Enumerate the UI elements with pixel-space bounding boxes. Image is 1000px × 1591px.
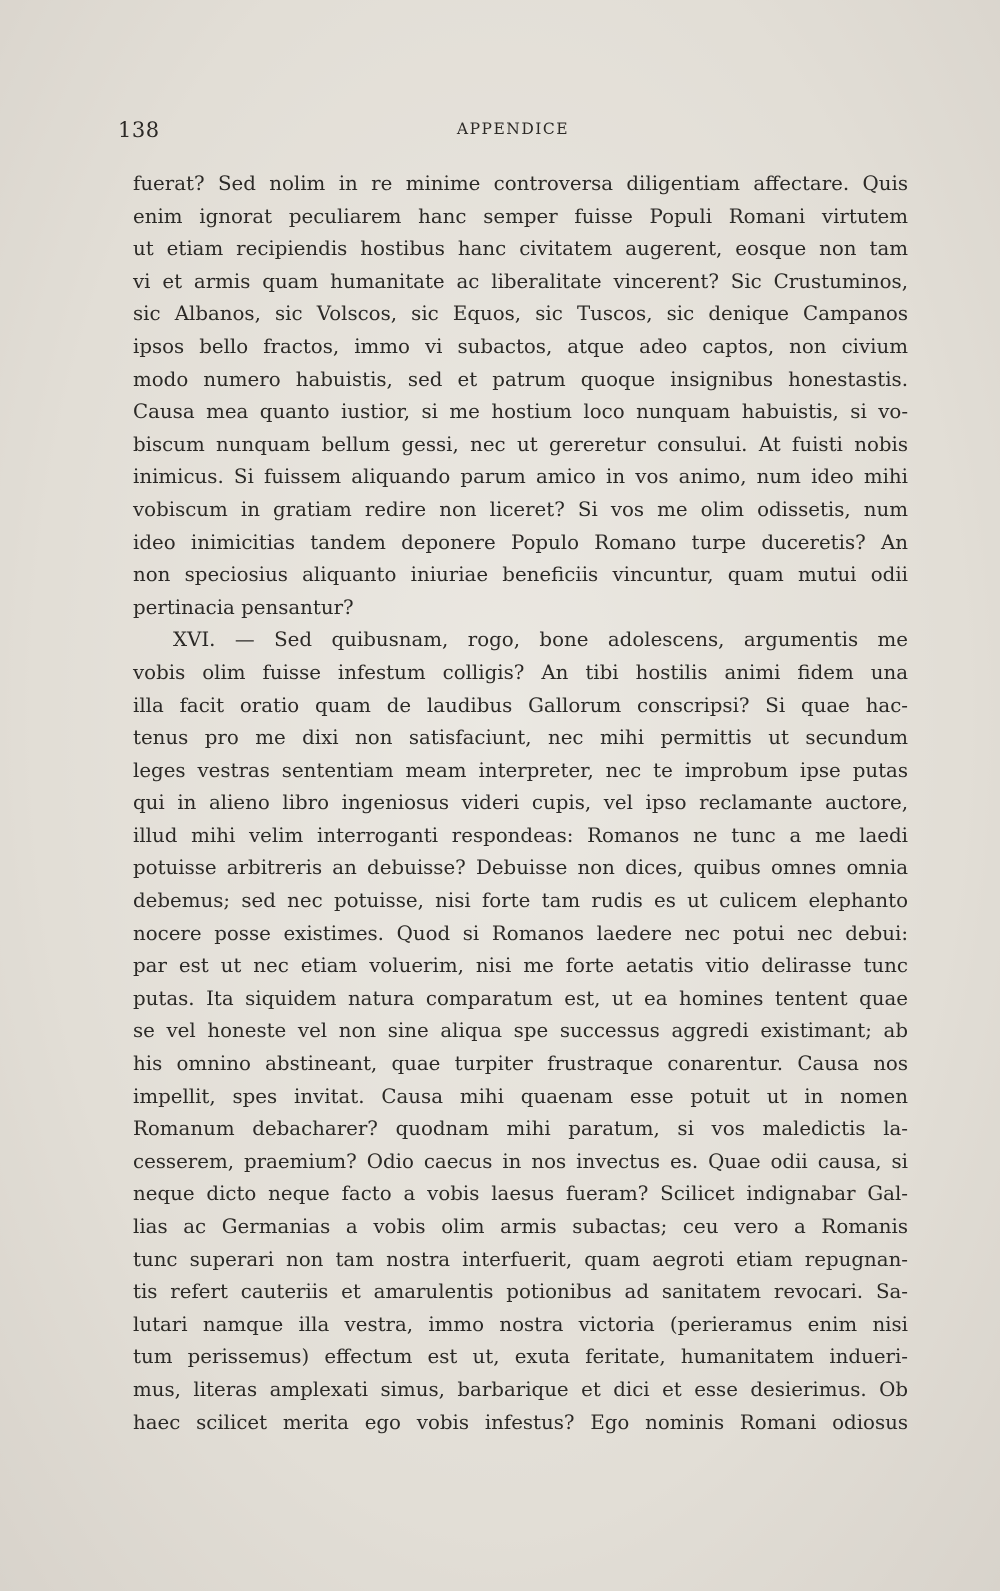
text-line: ut etiam recipiendis hostibus hanc civitatem augerent, eosque non tam <box>133 237 908 261</box>
text-line: inimicus. Si fuissem aliquando parum amico in vos animo, num ideo mihi <box>133 465 908 489</box>
text-line: sic Albanos, sic Volscos, sic Equos, sic Tuscos, sic denique Campanos <box>133 302 908 326</box>
text-line: lutari namque illa vestra, immo nostra victoria (perieramus enim nisi <box>133 1312 908 1336</box>
text-line: tis refert cauteriis et amarulentis potionibus ad sanitatem revocari. Sa- <box>133 1280 908 1304</box>
text-line: vi et armis quam humanitate ac liberalitate vincerent? Sic Crustuminos, <box>133 269 908 293</box>
running-header <box>118 118 908 148</box>
body-text <box>133 168 908 1439</box>
text-line: leges vestras sententiam meam interpreter, nec te improbum ipse putas <box>133 758 908 782</box>
running-title: APPENDICE <box>456 120 570 138</box>
text-line: impellit, spes invitat. Causa mihi quaenam esse potuit ut in nomen <box>133 1084 908 1108</box>
text-line: potuisse arbitreris an debuisse? Debuisse non dices, quibus omnes omnia <box>133 856 908 880</box>
text-line: tunc superari non tam nostra interfuerit, quam aegroti etiam repugnan- <box>133 1247 908 1271</box>
text-line: modo numero habuistis, sed et patrum quoque insignibus honestastis. <box>133 367 908 391</box>
text-line: nocere posse existimes. Quod si Romanos laedere nec potui nec debui: <box>133 921 908 945</box>
text-line: biscum nunquam bellum gessi, nec ut gereretur consului. At fuisti nobis <box>133 432 908 456</box>
text-line: Romanum debacharer? quodnam mihi paratum, si vos maledictis la- <box>133 1117 908 1141</box>
section-start-line: XVI. — Sed quibusnam, rogo, bone adolescens, argumentis me <box>173 628 908 652</box>
text-line: par est ut nec etiam voluerim, nisi me forte aetatis vitio delirasse tunc <box>133 954 908 978</box>
text-line: qui in alieno libro ingeniosus videri cupis, vel ipso reclamante auctore, <box>133 791 908 815</box>
text-line: ipsos bello fractos, immo vi subactos, atque adeo captos, non civium <box>133 334 908 358</box>
text-line: cesserem, praemium? Odio caecus in nos invectus es. Quae odii causa, si <box>133 1149 908 1173</box>
text-line: neque dicto neque facto a vobis laesus fueram? Scilicet indignabar Gal- <box>133 1182 908 1206</box>
text-line: lias ac Germanias a vobis olim armis subactas; ceu vero a Romanis <box>133 1215 908 1238</box>
text-line: Causa mea quanto iustior, si me hostium loco nunquam habuistis, si vo- <box>133 400 908 424</box>
text-line: tum perissemus) effectum est ut, exuta feritate, humanitatem indueri- <box>133 1345 908 1369</box>
text-line: debemus; sed nec potuisse, nisi forte tam rudis es ut culicem elephanto <box>133 889 908 913</box>
text-line: putas. Ita siquidem natura comparatum est, ut ea homines tentent quae <box>133 986 908 1010</box>
text-line: ideo inimicitias tandem deponere Populo Romano turpe duceretis? An <box>133 530 908 554</box>
text-line: tenus pro me dixi non satisfaciunt, nec mihi permittis ut secundum <box>133 726 908 750</box>
text-line: pertinacia pensantur? <box>133 595 354 619</box>
text-line: mus, literas amplexati simus, barbarique et dici et esse desierimus. Ob <box>133 1377 908 1401</box>
text-line: se vel honeste vel non sine aliqua spe successus aggredi existimant; ab <box>133 1019 908 1043</box>
text-line: enim ignorat peculiarem hanc semper fuisse Populi Romani virtutem <box>133 204 908 228</box>
page-number: 138 <box>118 118 160 142</box>
text-line: vobis olim fuisse infestum colligis? An tibi hostilis animi fidem una <box>133 660 908 684</box>
text-line: fuerat? Sed nolim in re minime controversa diligentiam affectare. Quis <box>133 172 908 195</box>
text-line: haec scilicet merita ego vobis infestus? Ego nominis Romani odiosus <box>133 1410 908 1434</box>
text-line: illa facit oratio quam de laudibus Gallorum conscripsi? Si quae hac- <box>133 693 908 717</box>
text-line: non speciosius aliquanto iniuriae beneficiis vincuntur, quam mutui odii <box>133 563 908 587</box>
text-line: illud mihi velim interroganti respondeas: Romanos ne tunc a me laedi <box>133 823 908 847</box>
text-line: vobiscum in gratiam redire non liceret? Si vos me olim odissetis, num <box>133 497 908 521</box>
text-line: his omnino abstineant, quae turpiter frustraque conarentur. Causa nos <box>133 1052 908 1076</box>
